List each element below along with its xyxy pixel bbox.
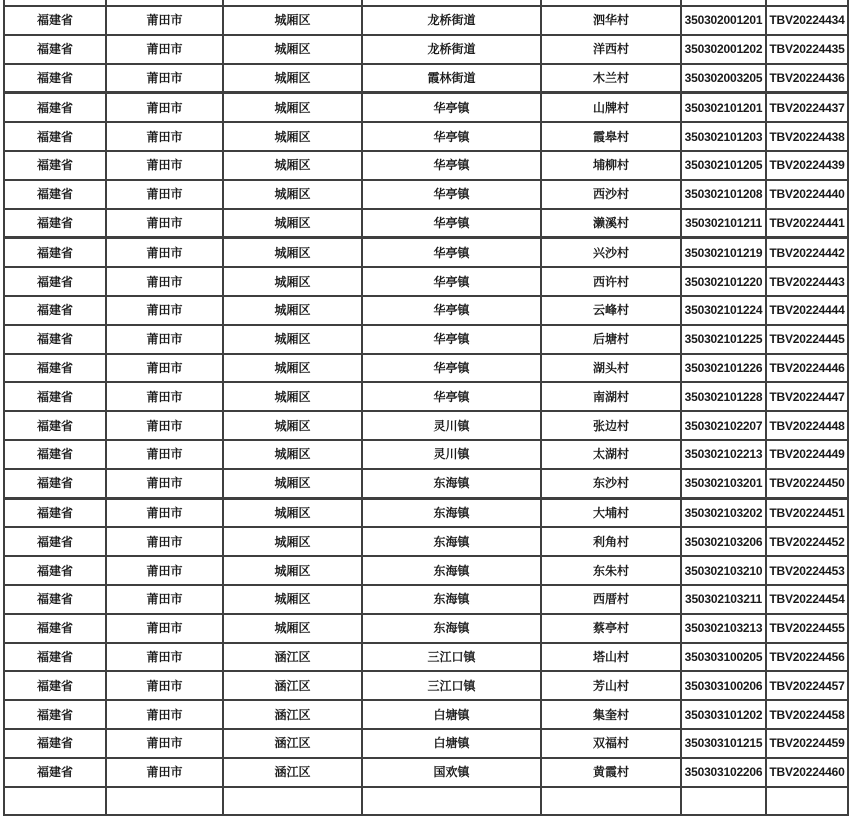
cell-town: 华亭镇 [362, 209, 541, 238]
cell-city: 莆田市 [106, 614, 223, 643]
cell-village: 双福村 [541, 729, 681, 758]
cell-district: 城厢区 [223, 440, 362, 469]
cell-town: 华亭镇 [362, 238, 541, 267]
cell-survey-id: TBV20224448 [766, 411, 848, 440]
cell-town: 白塘镇 [362, 700, 541, 729]
cell-village-code: 350302003205 [681, 64, 766, 93]
cell-city: 莆田市 [106, 325, 223, 354]
cell-village-code: 350302103201 [681, 469, 766, 498]
cell-city: 莆田市 [106, 209, 223, 238]
cell-village-code: 350302102207 [681, 411, 766, 440]
cell-district: 城厢区 [223, 180, 362, 209]
cell-village: 张边村 [541, 411, 681, 440]
cell-city: 莆田市 [106, 411, 223, 440]
cell-province: 福建省 [4, 209, 106, 238]
table-row [4, 498, 848, 527]
cell-survey-id: TBV20224456 [766, 643, 848, 672]
cell-town: 白塘镇 [362, 729, 541, 758]
cell-city: 莆田市 [106, 93, 223, 122]
cell-province: 福建省 [4, 527, 106, 556]
cell-city: 莆田市 [106, 556, 223, 585]
cell-province: 福建省 [4, 643, 106, 672]
table-row [4, 180, 848, 209]
cell-province: 福建省 [4, 296, 106, 325]
cell-village: 霞皋村 [541, 122, 681, 151]
table-row [4, 64, 848, 93]
cell-town [362, 787, 541, 816]
table-row [4, 296, 848, 325]
cell-village-code: 350302101201 [681, 93, 766, 122]
cell-village-code: 350302101220 [681, 267, 766, 296]
cell-province: 福建省 [4, 238, 106, 267]
cell-district: 城厢区 [223, 585, 362, 614]
cell-province: 福建省 [4, 614, 106, 643]
cell-village: 东沙村 [541, 469, 681, 498]
cell-district: 城厢区 [223, 614, 362, 643]
table-row [4, 440, 848, 469]
cell-survey-id: TBV20224445 [766, 325, 848, 354]
table-row [4, 238, 848, 267]
cell-village: 兴沙村 [541, 238, 681, 267]
cell-village-code: 350303100205 [681, 643, 766, 672]
cell-town: 东海镇 [362, 498, 541, 527]
cell-town: 华亭镇 [362, 122, 541, 151]
cell-town: 灵川镇 [362, 411, 541, 440]
cell-survey-id: TBV20224460 [766, 758, 848, 787]
cell-province: 福建省 [4, 411, 106, 440]
cell-district: 城厢区 [223, 325, 362, 354]
cell-village: 濑溪村 [541, 209, 681, 238]
cell-survey-id: TBV20224455 [766, 614, 848, 643]
cell-city: 莆田市 [106, 354, 223, 383]
cell-village: 洋西村 [541, 35, 681, 64]
cell-village-code: 350302102213 [681, 440, 766, 469]
cell-survey-id: TBV20224440 [766, 180, 848, 209]
table-row [4, 527, 848, 556]
cell-village: 湖头村 [541, 354, 681, 383]
cell-town: 东海镇 [362, 469, 541, 498]
cell-province: 福建省 [4, 151, 106, 180]
cell-village: 芳山村 [541, 671, 681, 700]
cell-village-code: 350302103210 [681, 556, 766, 585]
cell-district: 城厢区 [223, 151, 362, 180]
cell-village: 塔山村 [541, 643, 681, 672]
cell-village: 后塘村 [541, 325, 681, 354]
cell-town: 华亭镇 [362, 382, 541, 411]
cell-village-code [681, 787, 766, 816]
cell-village-code: 350302103213 [681, 614, 766, 643]
cell-survey-id: TBV20224458 [766, 700, 848, 729]
cell-village-code: 350302001202 [681, 35, 766, 64]
cell-province: 福建省 [4, 469, 106, 498]
table-row [4, 411, 848, 440]
cell-district: 城厢区 [223, 6, 362, 35]
cell-survey-id: TBV20224457 [766, 671, 848, 700]
cell-district: 城厢区 [223, 64, 362, 93]
table-row [4, 325, 848, 354]
cell-city: 莆田市 [106, 643, 223, 672]
cell-district: 城厢区 [223, 296, 362, 325]
cell-province: 福建省 [4, 180, 106, 209]
cell-village-code: 350303101202 [681, 700, 766, 729]
cell-district: 城厢区 [223, 267, 362, 296]
cell-village: 埔柳村 [541, 151, 681, 180]
cell-district: 城厢区 [223, 411, 362, 440]
cell-district: 涵江区 [223, 758, 362, 787]
cell-district: 城厢区 [223, 238, 362, 267]
cell-village-code: 350302101219 [681, 238, 766, 267]
cell-survey-id: TBV20224447 [766, 382, 848, 411]
table-row [4, 267, 848, 296]
cell-survey-id: TBV20224436 [766, 64, 848, 93]
cell-city: 莆田市 [106, 729, 223, 758]
cell-village-code: 350302103202 [681, 498, 766, 527]
cell-city: 莆田市 [106, 64, 223, 93]
cell-survey-id: TBV20224437 [766, 93, 848, 122]
table-row [4, 671, 848, 700]
cell-village-code: 350302101225 [681, 325, 766, 354]
cell-district: 城厢区 [223, 209, 362, 238]
cell-town: 霞林街道 [362, 64, 541, 93]
cell-district [223, 787, 362, 816]
cell-village: 南湖村 [541, 382, 681, 411]
cell-district: 城厢区 [223, 354, 362, 383]
cell-village-code: 350302101211 [681, 209, 766, 238]
cell-village: 太湖村 [541, 440, 681, 469]
cell-village-code: 350302101224 [681, 296, 766, 325]
cell-survey-id: TBV20224438 [766, 122, 848, 151]
cell-city: 莆田市 [106, 35, 223, 64]
cell-city [106, 787, 223, 816]
cell-district: 涵江区 [223, 671, 362, 700]
cell-survey-id: TBV20224442 [766, 238, 848, 267]
cell-survey-id: TBV20224441 [766, 209, 848, 238]
cell-province: 福建省 [4, 382, 106, 411]
cell-district: 城厢区 [223, 122, 362, 151]
cell-survey-id: TBV20224453 [766, 556, 848, 585]
table-row [4, 729, 848, 758]
cell-survey-id: TBV20224451 [766, 498, 848, 527]
cell-village-code: 350302103211 [681, 585, 766, 614]
table-row [4, 122, 848, 151]
cell-survey-id: TBV20224446 [766, 354, 848, 383]
cell-survey-id: TBV20224454 [766, 585, 848, 614]
cell-town: 龙桥街道 [362, 6, 541, 35]
table-row [4, 6, 848, 35]
cell-town: 华亭镇 [362, 151, 541, 180]
cell-city: 莆田市 [106, 498, 223, 527]
cell-village-code: 350302103206 [681, 527, 766, 556]
cell-village: 蔡亭村 [541, 614, 681, 643]
cell-town: 华亭镇 [362, 267, 541, 296]
cell-survey-id: TBV20224435 [766, 35, 848, 64]
cell-province: 福建省 [4, 267, 106, 296]
table-row [4, 614, 848, 643]
cell-town: 龙桥街道 [362, 35, 541, 64]
cell-province: 福建省 [4, 440, 106, 469]
cell-village-code: 350302101203 [681, 122, 766, 151]
cell-province: 福建省 [4, 64, 106, 93]
cell-city: 莆田市 [106, 440, 223, 469]
cell-province: 福建省 [4, 93, 106, 122]
cell-city: 莆田市 [106, 296, 223, 325]
cell-city: 莆田市 [106, 758, 223, 787]
cell-city: 莆田市 [106, 585, 223, 614]
cell-city: 莆田市 [106, 382, 223, 411]
admin-village-table [3, 0, 849, 816]
cell-village: 大埔村 [541, 498, 681, 527]
table-row [4, 209, 848, 238]
cell-town: 华亭镇 [362, 296, 541, 325]
table-row [4, 585, 848, 614]
table-row [4, 93, 848, 122]
cell-province: 福建省 [4, 122, 106, 151]
cell-village-code: 350303102206 [681, 758, 766, 787]
table-row [4, 354, 848, 383]
cell-town: 东海镇 [362, 614, 541, 643]
table-row [4, 643, 848, 672]
cell-city: 莆田市 [106, 180, 223, 209]
cell-city: 莆田市 [106, 122, 223, 151]
cell-village-code: 350302101226 [681, 354, 766, 383]
cell-survey-id: TBV20224450 [766, 469, 848, 498]
cell-village: 利角村 [541, 527, 681, 556]
table-row [4, 556, 848, 585]
cell-town: 华亭镇 [362, 325, 541, 354]
cell-province: 福建省 [4, 729, 106, 758]
cell-district: 涵江区 [223, 729, 362, 758]
cell-province: 福建省 [4, 556, 106, 585]
cell-province: 福建省 [4, 700, 106, 729]
cell-district: 城厢区 [223, 382, 362, 411]
cell-town: 国欢镇 [362, 758, 541, 787]
table-row-clipped [4, 787, 848, 816]
cell-province: 福建省 [4, 354, 106, 383]
cell-survey-id [766, 787, 848, 816]
cell-survey-id: TBV20224459 [766, 729, 848, 758]
cell-survey-id: TBV20224452 [766, 527, 848, 556]
cell-district: 城厢区 [223, 556, 362, 585]
cell-province: 福建省 [4, 585, 106, 614]
cell-city: 莆田市 [106, 151, 223, 180]
cell-town: 东海镇 [362, 556, 541, 585]
table-row [4, 382, 848, 411]
cell-city: 莆田市 [106, 527, 223, 556]
cell-town: 华亭镇 [362, 93, 541, 122]
cell-town: 东海镇 [362, 585, 541, 614]
cell-village-code: 350303101215 [681, 729, 766, 758]
cell-town: 三江口镇 [362, 643, 541, 672]
cell-province [4, 787, 106, 816]
cell-village: 东朱村 [541, 556, 681, 585]
table-row [4, 35, 848, 64]
cell-district: 城厢区 [223, 498, 362, 527]
cell-district: 城厢区 [223, 469, 362, 498]
cell-village: 木兰村 [541, 64, 681, 93]
cell-village-code: 350302101205 [681, 151, 766, 180]
table-row [4, 151, 848, 180]
cell-province: 福建省 [4, 498, 106, 527]
table-row [4, 758, 848, 787]
cell-village: 泗华村 [541, 6, 681, 35]
cell-district: 城厢区 [223, 93, 362, 122]
cell-province: 福建省 [4, 325, 106, 354]
cell-province: 福建省 [4, 6, 106, 35]
cell-village: 黄霞村 [541, 758, 681, 787]
cell-town: 东海镇 [362, 527, 541, 556]
cell-village-code: 350303100206 [681, 671, 766, 700]
cell-village-code: 350302101228 [681, 382, 766, 411]
cell-survey-id: TBV20224443 [766, 267, 848, 296]
cell-village: 云峰村 [541, 296, 681, 325]
cell-village-code: 350302001201 [681, 6, 766, 35]
cell-survey-id: TBV20224439 [766, 151, 848, 180]
cell-district: 城厢区 [223, 35, 362, 64]
cell-district: 涵江区 [223, 700, 362, 729]
cell-city: 莆田市 [106, 6, 223, 35]
cell-city: 莆田市 [106, 238, 223, 267]
cell-city: 莆田市 [106, 671, 223, 700]
cell-town: 华亭镇 [362, 354, 541, 383]
cell-village: 西沙村 [541, 180, 681, 209]
table-body [4, 0, 848, 815]
cell-village: 集奎村 [541, 700, 681, 729]
cell-survey-id: TBV20224449 [766, 440, 848, 469]
cell-city: 莆田市 [106, 700, 223, 729]
cell-village: 山牌村 [541, 93, 681, 122]
cell-district: 涵江区 [223, 643, 362, 672]
cell-village: 西许村 [541, 267, 681, 296]
cell-village: 西厝村 [541, 585, 681, 614]
cell-city: 莆田市 [106, 267, 223, 296]
cell-village [541, 787, 681, 816]
cell-province: 福建省 [4, 671, 106, 700]
cell-city: 莆田市 [106, 469, 223, 498]
cell-survey-id: TBV20224444 [766, 296, 848, 325]
cell-district: 城厢区 [223, 527, 362, 556]
cell-town: 灵川镇 [362, 440, 541, 469]
cell-town: 华亭镇 [362, 180, 541, 209]
cell-survey-id: TBV20224434 [766, 6, 848, 35]
cell-village-code: 350302101208 [681, 180, 766, 209]
cell-province: 福建省 [4, 35, 106, 64]
table-row [4, 469, 848, 498]
table-row [4, 700, 848, 729]
cell-province: 福建省 [4, 758, 106, 787]
cell-town: 三江口镇 [362, 671, 541, 700]
